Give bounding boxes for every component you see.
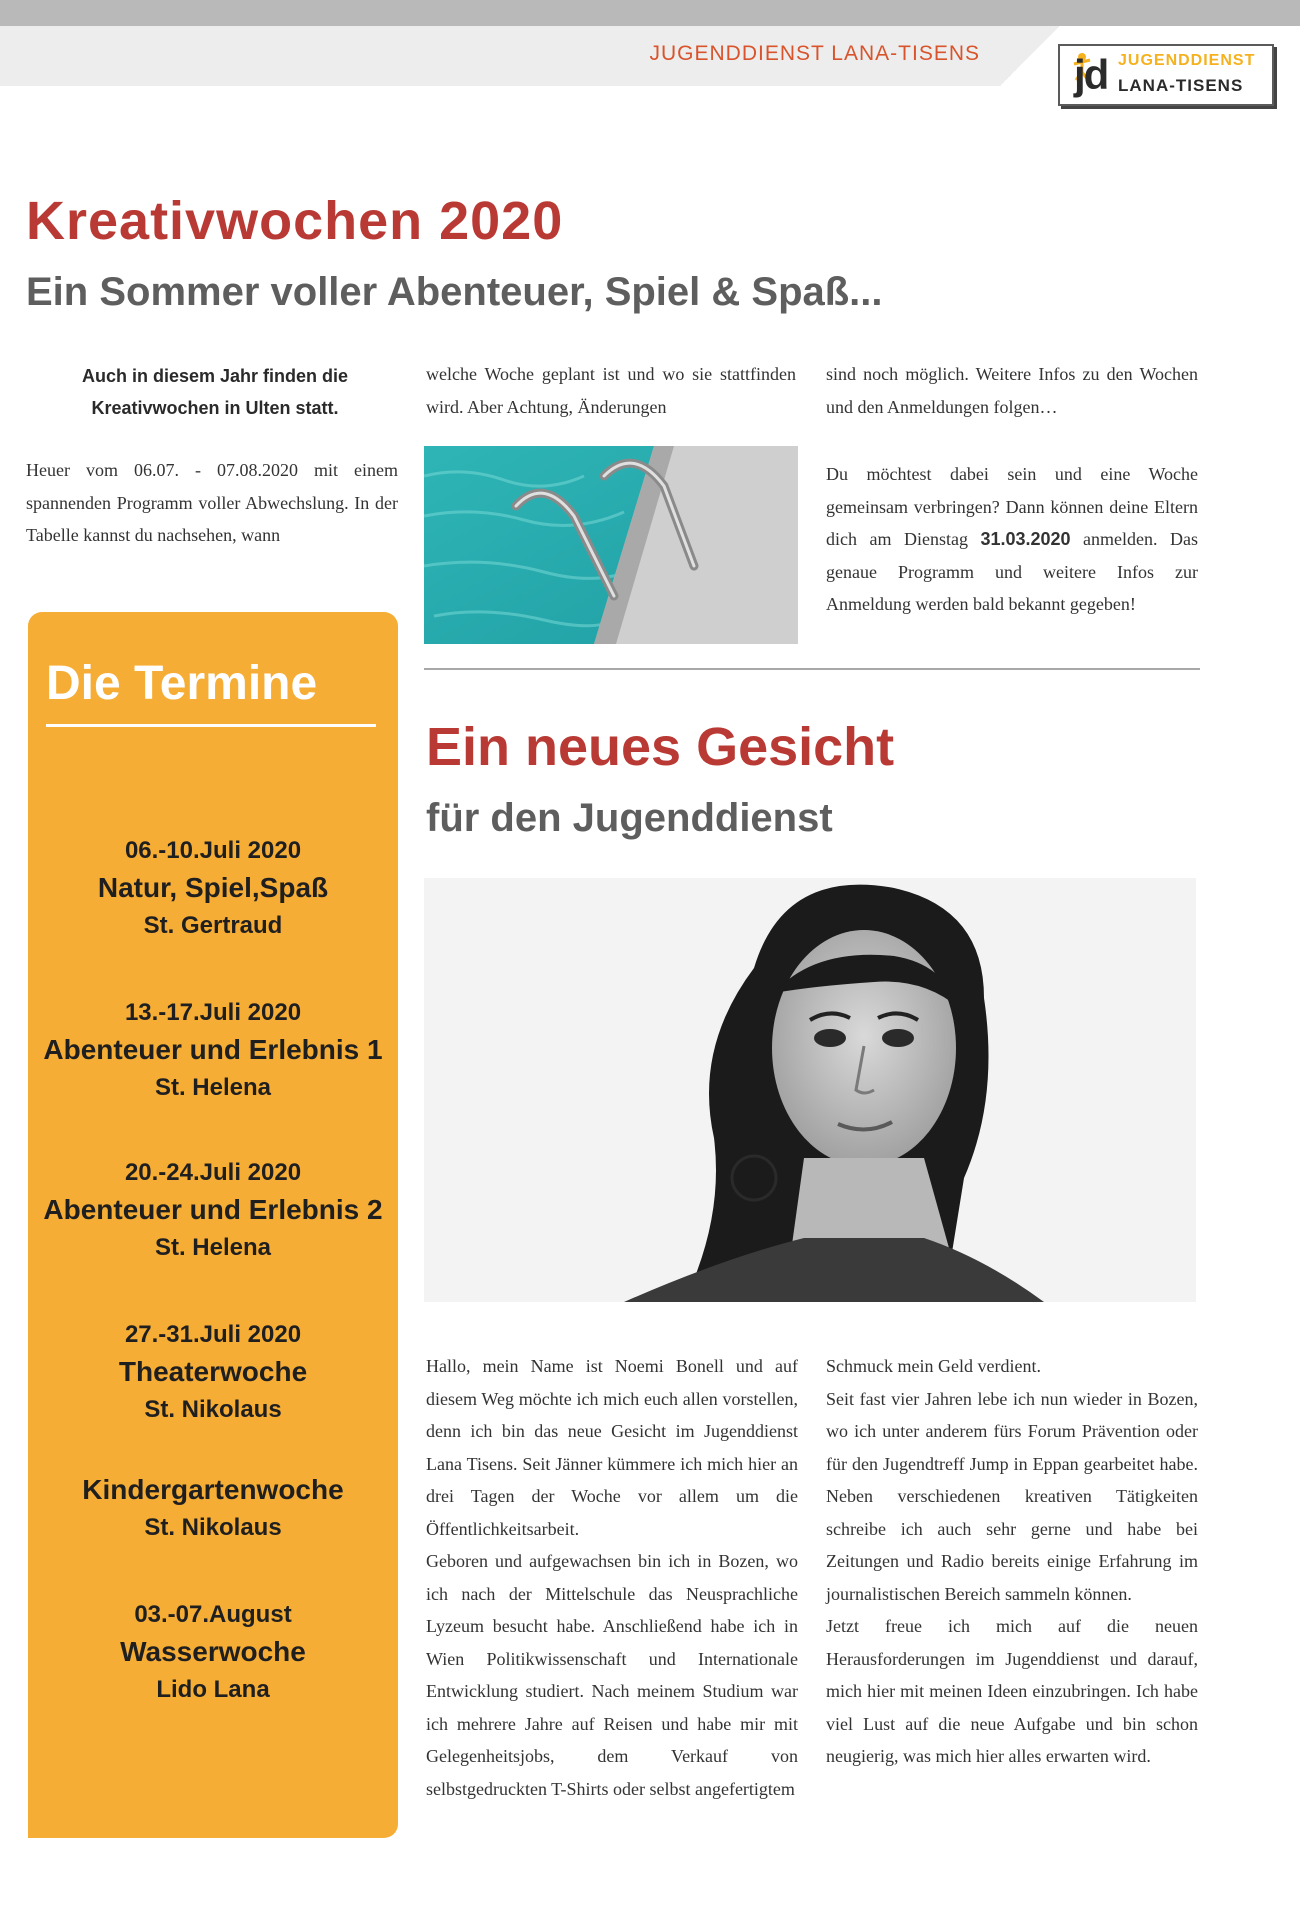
termin-title: Natur, Spiel,Spaß (97, 872, 329, 903)
termin-location: St. Nikolaus (144, 1514, 282, 1541)
section-divider (424, 668, 1200, 670)
termin-location: St. Helena (154, 1234, 272, 1261)
termin-title: Abenteuer und Erlebnis 2 (43, 1194, 383, 1225)
article2-col3 (826, 1350, 1198, 1773)
termin-title: Abenteuer und Erlebnis 1 (43, 1034, 383, 1065)
termin-location: Lido Lana (156, 1676, 270, 1703)
article2-paragraph: Jetzt freue ich mich auf die neuen Herausforderungen im Jugenddienst und darauf, mich hier mit meinen Ideen einzubringen. Ich habe viel Lust auf die neue Aufgabe und bin schon neugierig, was mich hier alles erwarten wird. (826, 1616, 1198, 1766)
article-paragraph-col1: Heuer vom 06.07. - 07.08.2020 mit einem spannenden Programm voller Abwechslung. In der Tabelle kannst du nachsehen, wann (26, 460, 398, 545)
logo-line1: JUGENDDIENST (1118, 52, 1256, 69)
termine-box (28, 612, 398, 1838)
termin-date: 13.-17.Juli 2020 (124, 999, 302, 1026)
registration-date: 31.03.2020 (980, 529, 1071, 549)
pool-photo (424, 446, 798, 644)
logo-line2: LANA-TISENS (1118, 76, 1244, 95)
termine-divider (46, 724, 376, 727)
termin-location: St. Helena (154, 1074, 272, 1101)
pool-ladder-image (424, 446, 798, 644)
termin-item (28, 834, 398, 944)
termin-location: St. Gertraud (143, 912, 283, 939)
article-subtitle: Ein Sommer voller Abenteuer, Spiel & Spaß... (26, 270, 883, 314)
termin-location: St. Nikolaus (144, 1396, 282, 1423)
article-paragraph-col3: sind noch möglich. Weitere Infos zu den Wochen und den Anmeldungen folgen… (826, 364, 1198, 417)
termin-date: 27.-31.Juli 2020 (124, 1321, 302, 1348)
article2-paragraph: Hallo, mein Name ist Noemi Bonell und auf diesem Weg möchte ich mich euch allen vorstellen, denn ich bin das neue Gesicht im Jugenddienst Lana Tisens. Seit Jänner kümmere ich mich hier an drei Tagen der Woche vor allem um die Öffentlichkeitsarbeit. (426, 1356, 798, 1539)
portrait-photo (424, 878, 1196, 1302)
termin-date: 06.-10.Juli 2020 (124, 837, 302, 864)
article2-paragraph: Seit fast vier Jahren lebe ich nun wieder in Bozen, wo ich unter anderem fürs Forum Prävention oder für den Jugendtreff Jump in Eppan gearbeitet habe. Neben verschiedenen kreativen Tätigkeiten schreibe ich auch sehr gerne und habe bei Zeitungen und Radio bereits einige Erfahrung im journalistischen Bereich sammeln können. (826, 1388, 1198, 1604)
termine-title: Die Termine (46, 657, 318, 710)
article2-col2 (426, 1350, 798, 1805)
article-paragraph-col2: welche Woche geplant ist und wo sie stattfinden wird. Aber Achtung, Änderungen (426, 364, 796, 417)
registration-text: Du möchtest dabei sein und eine Woche gemeinsam verbringen? Dann können deine Eltern dich am Dienstag (826, 464, 1198, 549)
termin-item (28, 1156, 398, 1266)
termin-item (28, 1318, 398, 1428)
article2-subtitle: für den Jugenddienst (426, 796, 833, 840)
termin-date: 20.-24.Juli 2020 (124, 1159, 302, 1186)
logo-mark: jd (1074, 51, 1108, 98)
header-band (0, 0, 1300, 26)
portrait-image (424, 878, 1196, 1302)
termin-item (28, 1598, 398, 1708)
article2-paragraph: Schmuck mein Geld verdient. (826, 1356, 1041, 1376)
termin-item (28, 1470, 398, 1546)
jugenddienst-logo (1058, 44, 1274, 106)
article-paragraph-registration (826, 458, 1198, 621)
article-title: Kreativwochen 2020 (26, 191, 564, 251)
termin-title: Wasserwoche (120, 1636, 306, 1667)
header-title: JUGENDDIENST LANA-TISENS (649, 42, 980, 65)
registration-text-end: anmelden. Das genaue Programm und weitere Infos zur Anmeldung werden bald bekannt gegeben! (826, 529, 1198, 614)
termin-title: Kindergartenwoche (82, 1474, 344, 1505)
termin-title: Theaterwoche (118, 1356, 308, 1387)
article2-title: Ein neues Gesicht (426, 717, 895, 777)
article-intro: Auch in diesem Jahr finden die Kreativwochen in Ulten statt. (81, 366, 349, 418)
termin-date: 03.-07.August (134, 1601, 292, 1628)
header-tab-corner (1000, 26, 1060, 86)
article2-paragraph: Geboren und aufgewachsen bin ich in Bozen, wo ich nach der Mittelschule das Neusprachliche Lyzeum besucht habe. Anschließend habe ich in Wien Politikwissenschaft und Internationale Entwicklung studiert. Nach meinem Studium war ich mehrere Jahre auf Reisen und habe mir mit Gelegenheitsjobs, dem Verkauf von selbstgedruckten T-Shirts oder selbst angefertigtem (426, 1551, 798, 1799)
termin-item (28, 996, 398, 1106)
